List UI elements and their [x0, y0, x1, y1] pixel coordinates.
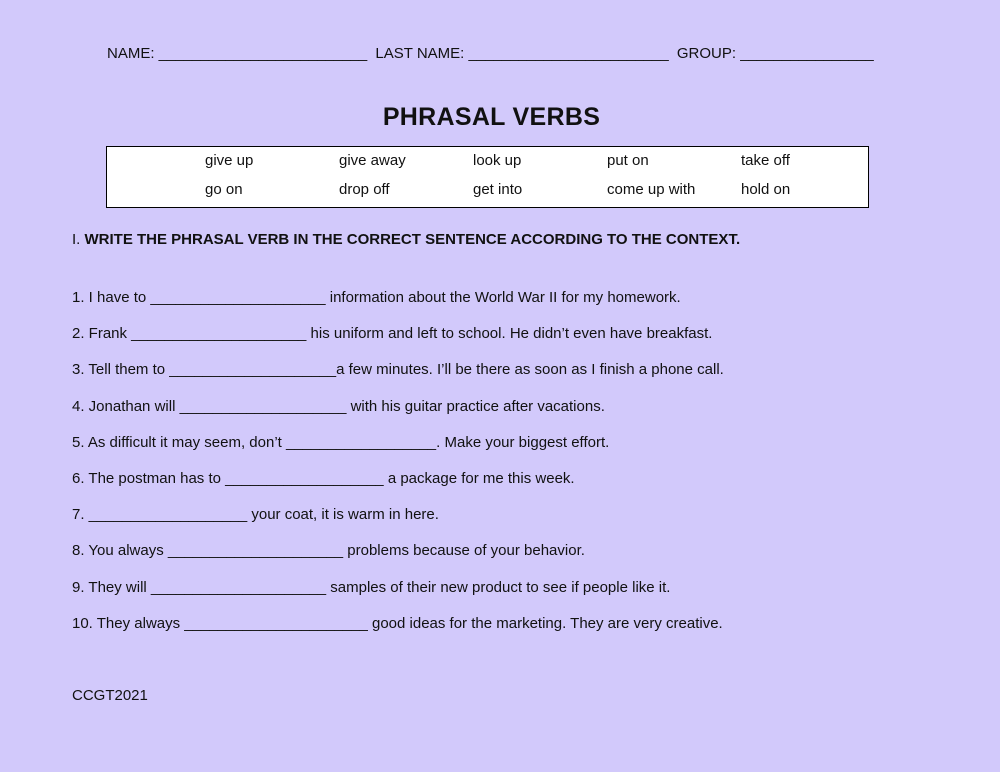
exercise-sentence[interactable]: 5. As difficult it may seem, don’t __________________. Make your biggest effort. [72, 434, 610, 451]
exercise-sentence[interactable]: 7. ___________________ your coat, it is warm in here. [72, 506, 439, 523]
exercise-sentence[interactable]: 4. Jonathan will ____________________ with his guitar practice after vacations. [72, 398, 605, 415]
word-bank-item: take off [741, 152, 790, 169]
exercise-sentence[interactable]: 8. You always _____________________ problems because of your behavior. [72, 542, 585, 559]
word-bank-item: drop off [339, 181, 390, 198]
instructions-text: WRITE THE PHRASAL VERB IN THE CORRECT SENTENCE ACCORDING TO THE CONTEXT. [84, 231, 741, 248]
word-bank-item: look up [473, 152, 522, 169]
word-bank-item: go on [205, 181, 243, 198]
word-bank-item: put on [607, 152, 649, 169]
student-info-row [107, 45, 874, 62]
word-bank-item: get into [473, 181, 523, 198]
exercise-sentence[interactable]: 1. I have to _____________________ information about the World War II for my homework. [72, 289, 681, 306]
instructions-number: I. [72, 231, 81, 248]
word-bank [106, 146, 869, 208]
lastname-field[interactable]: LAST NAME: ________________________ [375, 45, 669, 62]
word-bank-item: come up with [607, 181, 696, 198]
exercise-sentence[interactable]: 9. They will _____________________ samples of their new product to see if people like it. [72, 579, 671, 596]
name-field[interactable]: NAME: _________________________ [107, 45, 368, 62]
exercise-sentence[interactable]: 2. Frank _____________________ his uniform and left to school. He didn’t even have breakfast. [72, 325, 713, 342]
word-bank-item: hold on [741, 181, 791, 198]
word-bank-item: give up [205, 152, 254, 169]
instructions [72, 231, 740, 248]
word-bank-item: give away [339, 152, 406, 169]
page-title: PHRASAL VERBS [382, 103, 601, 131]
group-field[interactable]: GROUP: ________________ [676, 45, 874, 62]
exercise-sentence[interactable]: 3. Tell them to ____________________a few minutes. I’ll be there as soon as I finish a phone call. [72, 361, 724, 378]
exercise-sentence[interactable]: 6. The postman has to ___________________ a package for me this week. [72, 470, 575, 487]
footer-code: CCGT2021 [72, 687, 148, 704]
exercise-sentence[interactable]: 10. They always ______________________ good ideas for the marketing. They are very creative. [72, 615, 723, 632]
